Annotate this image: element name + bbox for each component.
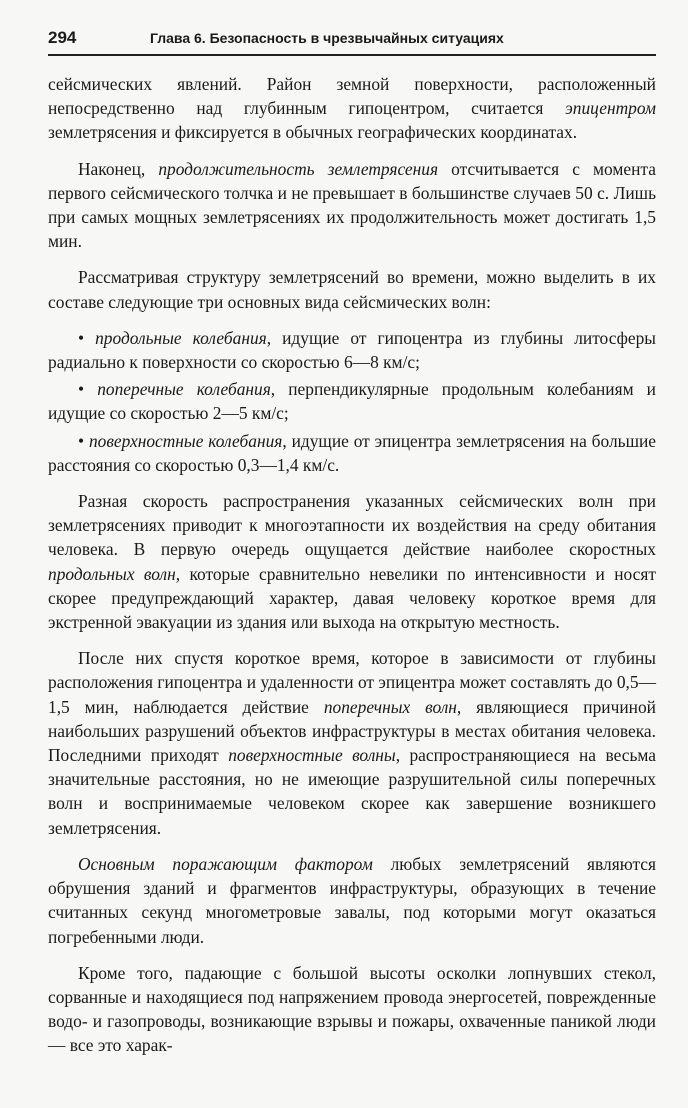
term-damaging-factor: Основным поражающим фактором	[78, 853, 373, 874]
term-surface-waves: поверхностные волны	[228, 745, 396, 766]
list-item-transverse: • поперечные колебания, перпендикулярные продольным колебаниям и идущие со скоростью 2—5 км/с;	[48, 379, 656, 424]
term-surface: поверхностные колебания	[88, 430, 283, 451]
paragraph-secondary-hazards: Кроме того, падающие с большой высоты осколки лопнувших стекол, сорванные и находящиеся под напряжением провода энергосетей, поврежденные водо- и газопроводы, возникающие взрывы и пожары, охваченные паникой люди — все это харак-	[48, 962, 656, 1056]
paragraph-wave-types-intro: Рассматривая структуру землетрясений во времени, можно выделить в их составе следующие три основных вида сейсмических волн:	[48, 267, 656, 312]
paragraph-damaging-factor: Основным поражающим фактором любых землетрясений являются обрушения зданий и фрагментов инфраструктуры, образующих в течение считанных секунд многометровые завалы, под которыми могут оказаться погребенными люди.	[48, 853, 657, 947]
term-longitudinal: продольные колебания	[95, 327, 267, 348]
body-text	[48, 72, 656, 1070]
running-header	[48, 28, 656, 56]
paragraph-epicenter: сейсмических явлений. Район земной поверхности, расположенный непосредственно над глубинным гипоцентром, считается эпицентром землетрясения и фиксируется в обычных географических координатах.	[48, 74, 656, 143]
term-longitudinal-waves: продольных волн,	[48, 563, 181, 584]
list-item-longitudinal: • продольные колебания, идущие от гипоцентра из глубины литосферы радиально к поверхности со скоростью 6—8 км/с;	[48, 327, 656, 373]
term-transverse: поперечные колебания	[97, 379, 271, 400]
paragraph-wave-sequence: После них спустя короткое время, которое в зависимости от глубины расположения гипоцентра и удаленности от эпицентра может составлять до 0,5—1,5 мин, наблюдается действие поперечных волн, являющиеся причиной наибольших разрушений объектов инфраструктуры в местах обитания человека. Последними приходят поверхностные волны, распространяющиеся на весьма значительные расстояния, но не имеющие разрушительной силы поперечных волн и воспринимаемые человеком скорее как завершение возникшего землетрясения.	[48, 648, 656, 838]
bullet-icon: •	[78, 327, 85, 348]
term-duration: продолжительность землетрясения	[158, 158, 439, 179]
term-epicenter: эпицентром	[565, 98, 656, 119]
bullet-icon: •	[78, 430, 85, 451]
paragraph-wave-speeds: Разная скорость распространения указанных сейсмических волн при землетрясениях приводит к многоэтапности их воздействия на среду обитания человека. В первую очередь ощущается действие наиболее скоростных продольных волн, которые сравнительно невелики по интенсивности и носят скорее предупреждающий характер, давая человеку короткое время для экстренной эвакуации из здания или выхода на открытую местность.	[48, 491, 656, 633]
paragraph-duration: Наконец, продолжительность землетрясения отсчитывается с момента первого сейсмического толчка и не превышает в большинстве случаев 50 с. Лишь при самых мощных землетрясениях их продолжительность может достигать 1,5 мин.	[48, 158, 656, 252]
term-transverse-waves: поперечных волн	[323, 696, 457, 717]
page-number: 294	[48, 28, 77, 47]
bullet-icon: •	[78, 379, 85, 400]
chapter-title: Глава 6. Безопасность в чрезвычайных ситуациях	[150, 30, 504, 46]
list-item-surface: • поверхностные колебания, идущие от эпицентра землетрясения на большие расстояния со скоростью 0,3—1,4 км/с.	[48, 430, 656, 475]
